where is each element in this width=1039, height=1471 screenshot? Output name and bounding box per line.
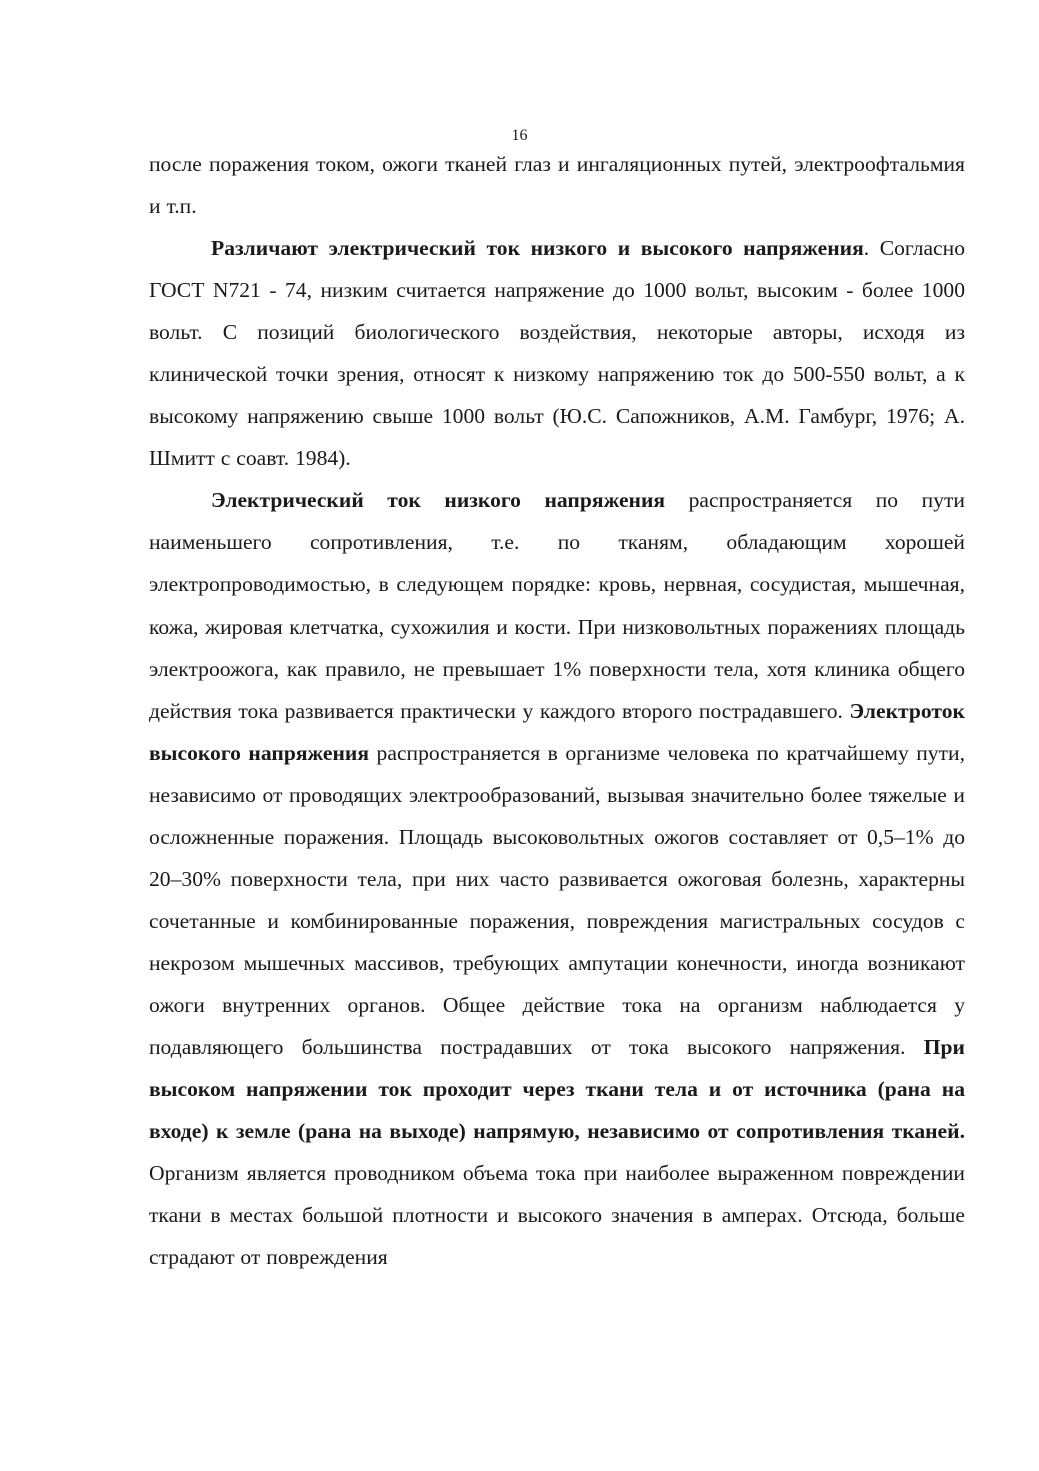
bold-term: Электроток высокого напряжения — [149, 698, 965, 765]
page-number: 16 — [511, 127, 528, 144]
paragraph-continuation — [149, 143, 965, 227]
text-span: распространяется по пути наименьшего сопротивления, т.е. по тканям, обладающим хорошей электропроводимостью, в следующем порядке: кровь, нервная, сосудистая, мышечная, кожа, жировая клетчатка, сухожилия и кости. При низковольтных поражениях площадь электроожога, как правило, не превышает 1% поверхности тела, хотя клиника общего действия тока развивается практически у каждого второго пострадавшего. — [149, 488, 965, 723]
text-span: Организм является проводником объема тока при наиболее выраженном повреждении ткани в местах большой плотности и высокого значения в амперах. Отсюда, больше страдают от повреждения — [149, 1161, 965, 1270]
body-text — [149, 143, 965, 1278]
bold-statement: При высоком напряжении ток проходит через ткани тела и от источника (рана на входе) к земле (рана на выходе) напрямую, независимо от сопротивления тканей. — [149, 1034, 965, 1144]
text-span: распространяется в организме человека по кратчайшему пути, независимо от проводящих электрообразований, вызывая значительно более тяжелые и осложненные поражения. Площадь высоковольтных ожогов составляет от 0,5–1% до 20–30% поверхности тела, при них часто развивается ожоговая болезнь, характерны сочетанные и комбинированные поражения, повреждения магистральных сосудов с некрозом мышечных массивов, требующих ампутации конечности, иногда возникают ожоги внутренних органов. Общее действие тока на организм наблюдается у подавляющего большинства пострадавших от тока высокого напряжения. — [149, 740, 965, 1059]
paragraph-voltage-types — [149, 227, 965, 479]
text-span: после поражения током, ожоги тканей глаз и ингаляционных путей, электроофтальмия и т.п. — [149, 152, 965, 219]
text-span: . Согласно ГОСТ N721 - 74, низким считается напряжение до 1000 вольт, высоким - более 1000 вольт. С позиций биологического воздействия, некоторые авторы, исходя из клинической точки зрения, относят к низкому напряжению ток до 500-550 вольт, а к высокому напряжению свыше 1000 вольт (Ю.С. Сапожников, А.М. Гамбург, 1976; А. Шмитт с соавт. 1984). — [149, 236, 965, 471]
bold-term: Различают электрический ток низкого и высокого напряжения — [211, 236, 864, 261]
bold-term: Электрический ток низкого напряжения — [211, 488, 666, 513]
paragraph-low-high-voltage — [149, 479, 965, 1278]
